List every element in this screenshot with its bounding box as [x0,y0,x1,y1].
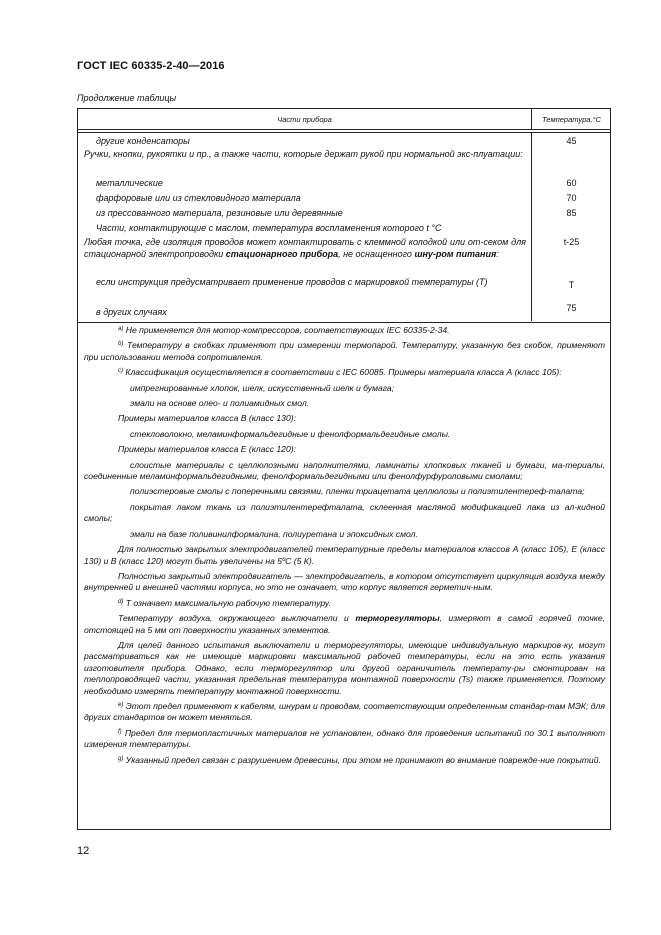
document-header: ГОСТ IEC 60335-2-40—2016 [77,60,225,72]
footnote-e: $^{e)}$ Этот предел применяют к кабелям, шнурам и проводам, соответствующим определенным стандар-там МЭК; для других стандартов он может меняться. [84,700,605,723]
column-header-temperature: Температура,°С [542,115,601,124]
header-rule [78,129,610,130]
footnote-a: $^{a)}$ Не применяется для мотор-компрессоров, соответствующих IEC 60335-2-34. [118,325,450,335]
column-header-parts: Части прибора [277,115,332,124]
footnote-g: $^{g)}$ Указанный предел связан с разрушением древесины, при этом не принимают во внимание поврежде-ние покрытий. [118,754,601,765]
header-divider [531,109,532,129]
footnote-b: $^{b)}$ Температуру в скобках применяют при измерении термопарой. Температуру, указанную без скобок, применяют при использовании метода сопротивления. [84,340,606,362]
page-number: 12 [77,845,90,857]
temperature-table: Части прибора Температура,°С другие конденсаторы 45 Ручки, кнопки, рукоятки и пр., а также части, которые держат рукой при нормальной экс-плуатации: металлические 60 фарфоровые или из стекловидного материала 70 из прессованного материала, резиновые или деревянные 85 Части, контактирующие с маслом, температура воспламенения которого t °С Любая точка, где изоляция проводов может контактировать с клеммной колодкой или от-секом для стационарной электропроводки стационарного прибора, не оснащенного шну-ром питания: t-25 если инструкция предусматривает применение проводов с маркировкой температуры (Т) T в других случаях 75 $^{a)}$ Не применяется для мотор-компрессоров, соответствующих IEC 60335-2-34. $^{b)}$ Температуру в скобках применяют при измерении термопарой. Температуру, указанную без скобок, применяют при использовании метода сопротивления. $^{c)}$ Классификация осуществляется в соответствии с IEC 60085. Примеры материала класса А (класс 105): импрегнированные хлопок, шелк, искусственный шелк и бумага; эмали на основе олео- и полиамидных смол. Примеры материалов класса В (класс 130): стекловолокно, меламинформальдегидные и фенолформальдегидные смолы. Примеры материалов класса Е (класс 120): слоистые материалы с целлюлозными наполнителями, ламинаты хлопковых тканей и бумаги, ма-териалы, соединенные меламинформальдегидными, фенолформальдегидными или фенолфурфуроловыми смолами; полиэстеровые смолы с поперечными связями, пленки триацетата целлюлозы и полиэтилентереф-талата; покрытая лаком ткань из полиэтилентерефталата, склеенная масляной модификацией лака из ал-кидной смолы; эмали на базе поливинилформалина, полиуретана и эпоксидных смол. Для полностью закрытых электродвигателей температурные пределы материалов классов А (класс 105), Е (класс 130) и В (класс 120) могут быть увеличены на 5ºС (5 К). Полностью закрытый электродвигатель — электродвигатель, в котором отсутствует циркуляция воздуха между внутренней и внешней частями корпуса, но это не означает, что корпус является герметич-ным. $^{d)}$ Т означает максимальную рабочую температуру. Температуру воздуха, окружающего выключатели и терморегуляторы, измеряют в самой горячей точке, отстоящей на 5 мм от поверхности указанных элементов. Для целей данного испытания выключатели и терморегуляторы, имеющие индивидуальную маркиров-ку, могут рассматриваться как не имеющие маркировки максимальной рабочей температуры, если на это есть указания изготовителя прибора. Однако, если терморегулятор или другой ограничитель температу-ры смонтирован на теплопроводящей части, указанная предельная температура монтажной поверхности (Ts) также применяется. Поэтому необходимо измерять температуру монтажной поверхности. $^{e)}$ Этот предел применяют к кабелям, шнурам и проводам, соответствующим определенным стандар-там МЭК; для других стандартов он может меняться. $^{f)}$ Предел для термопластичных материалов не установлен, однако для проведения испытаний по 30.1 выполняют измерения температуры. $^{g)}$ Указанный предел связан с разрушением древесины, при этом не принимают во внимание поврежде-ние покрытий. [77,108,611,830]
table-footnotes: $^{a)}$ Не применяется для мотор-компрессоров, соответствующих IEC 60335-2-34. $^{b)}$ Температуру в скобках применяют при измерении термопарой. Температуру, указанную без скобок, применяют при использовании метода сопротивления. $^{c)}$ Классификация осуществляется в соответствии с IEC 60085. Примеры материала класса А (класс 105): импрегнированные хлопок, шелк, искусственный шелк и бумага; эмали на основе олео- и полиамидных смол. Примеры материалов класса В (класс 130): стекловолокно, меламинформальдегидные и фенолформальдегидные смолы. Примеры материалов класса Е (класс 120): слоистые материалы с целлюлозными наполнителями, ламинаты хлопковых тканей и бумаги, ма-териалы, соединенные меламинформальдегидными, фенолформальдегидными или фенолфурфуроловыми смолами; полиэстеровые смолы с поперечными связями, пленки триацетата целлюлозы и полиэтилентереф-талата; покрытая лаком ткань из полиэтилентерефталата, склеенная масляной модификацией лака из ал-кидной смолы; эмали на базе поливинилформалина, полиуретана и эпоксидных смол. Для полностью закрытых электродвигателей температурные пределы материалов классов А (класс 105), Е (класс 130) и В (класс 120) могут быть увеличены на 5ºС (5 К). Полностью закрытый электродвигатель — электродвигатель, в котором отсутствует циркуляция воздуха между внутренней и внешней частями корпуса, но это не означает, что корпус является герметич-ным. $^{d)}$ Т означает максимальную рабочую температуру. Температуру воздуха, окружающего выключатели и терморегуляторы, измеряют в самой горячей точке, отстоящей на 5 мм от поверхности указанных элементов. Для целей данного испытания выключатели и терморегуляторы, имеющие индивидуальную маркиров-ку, могут рассматриваться как не имеющие маркировки максимальной рабочей температуры, если на это есть указания изготовителя прибора. Однако, если терморегулятор или другой ограничитель температу-ры смонтирован на теплопроводящей части, указанная предельная температура монтажной поверхности (Ts) также применяется. Поэтому необходимо измерять температуру монтажной поверхности. $^{e)}$ Этот предел применяют к кабелям, шнурам и проводам, соответствующим определенным стандар-там МЭК; для других стандартов он может меняться. $^{f)}$ Предел для термопластичных материалов не установлен, однако для проведения испытаний по 30.1 выполняют измерения температуры. $^{g)}$ Указанный предел связан с разрушением древесины, при этом не принимают во внимание поврежде-ние покрытий. [84,325,606,765]
table-continuation-label: Продолжение таблицы [77,93,177,103]
footnote-f: $^{f)}$ Предел для термопластичных материалов не установлен, однако для проведения испытаний по 30.1 выполняют измерения температуры. [84,727,605,750]
footnote-c: $^{c)}$ Классификация осуществляется в соответствии с IEC 60085. Примеры материала класса А (класс 105): [118,367,562,378]
notes-rule [78,322,610,323]
footnote-d: $^{d)}$ Т означает максимальную рабочую температуру. [118,597,332,608]
